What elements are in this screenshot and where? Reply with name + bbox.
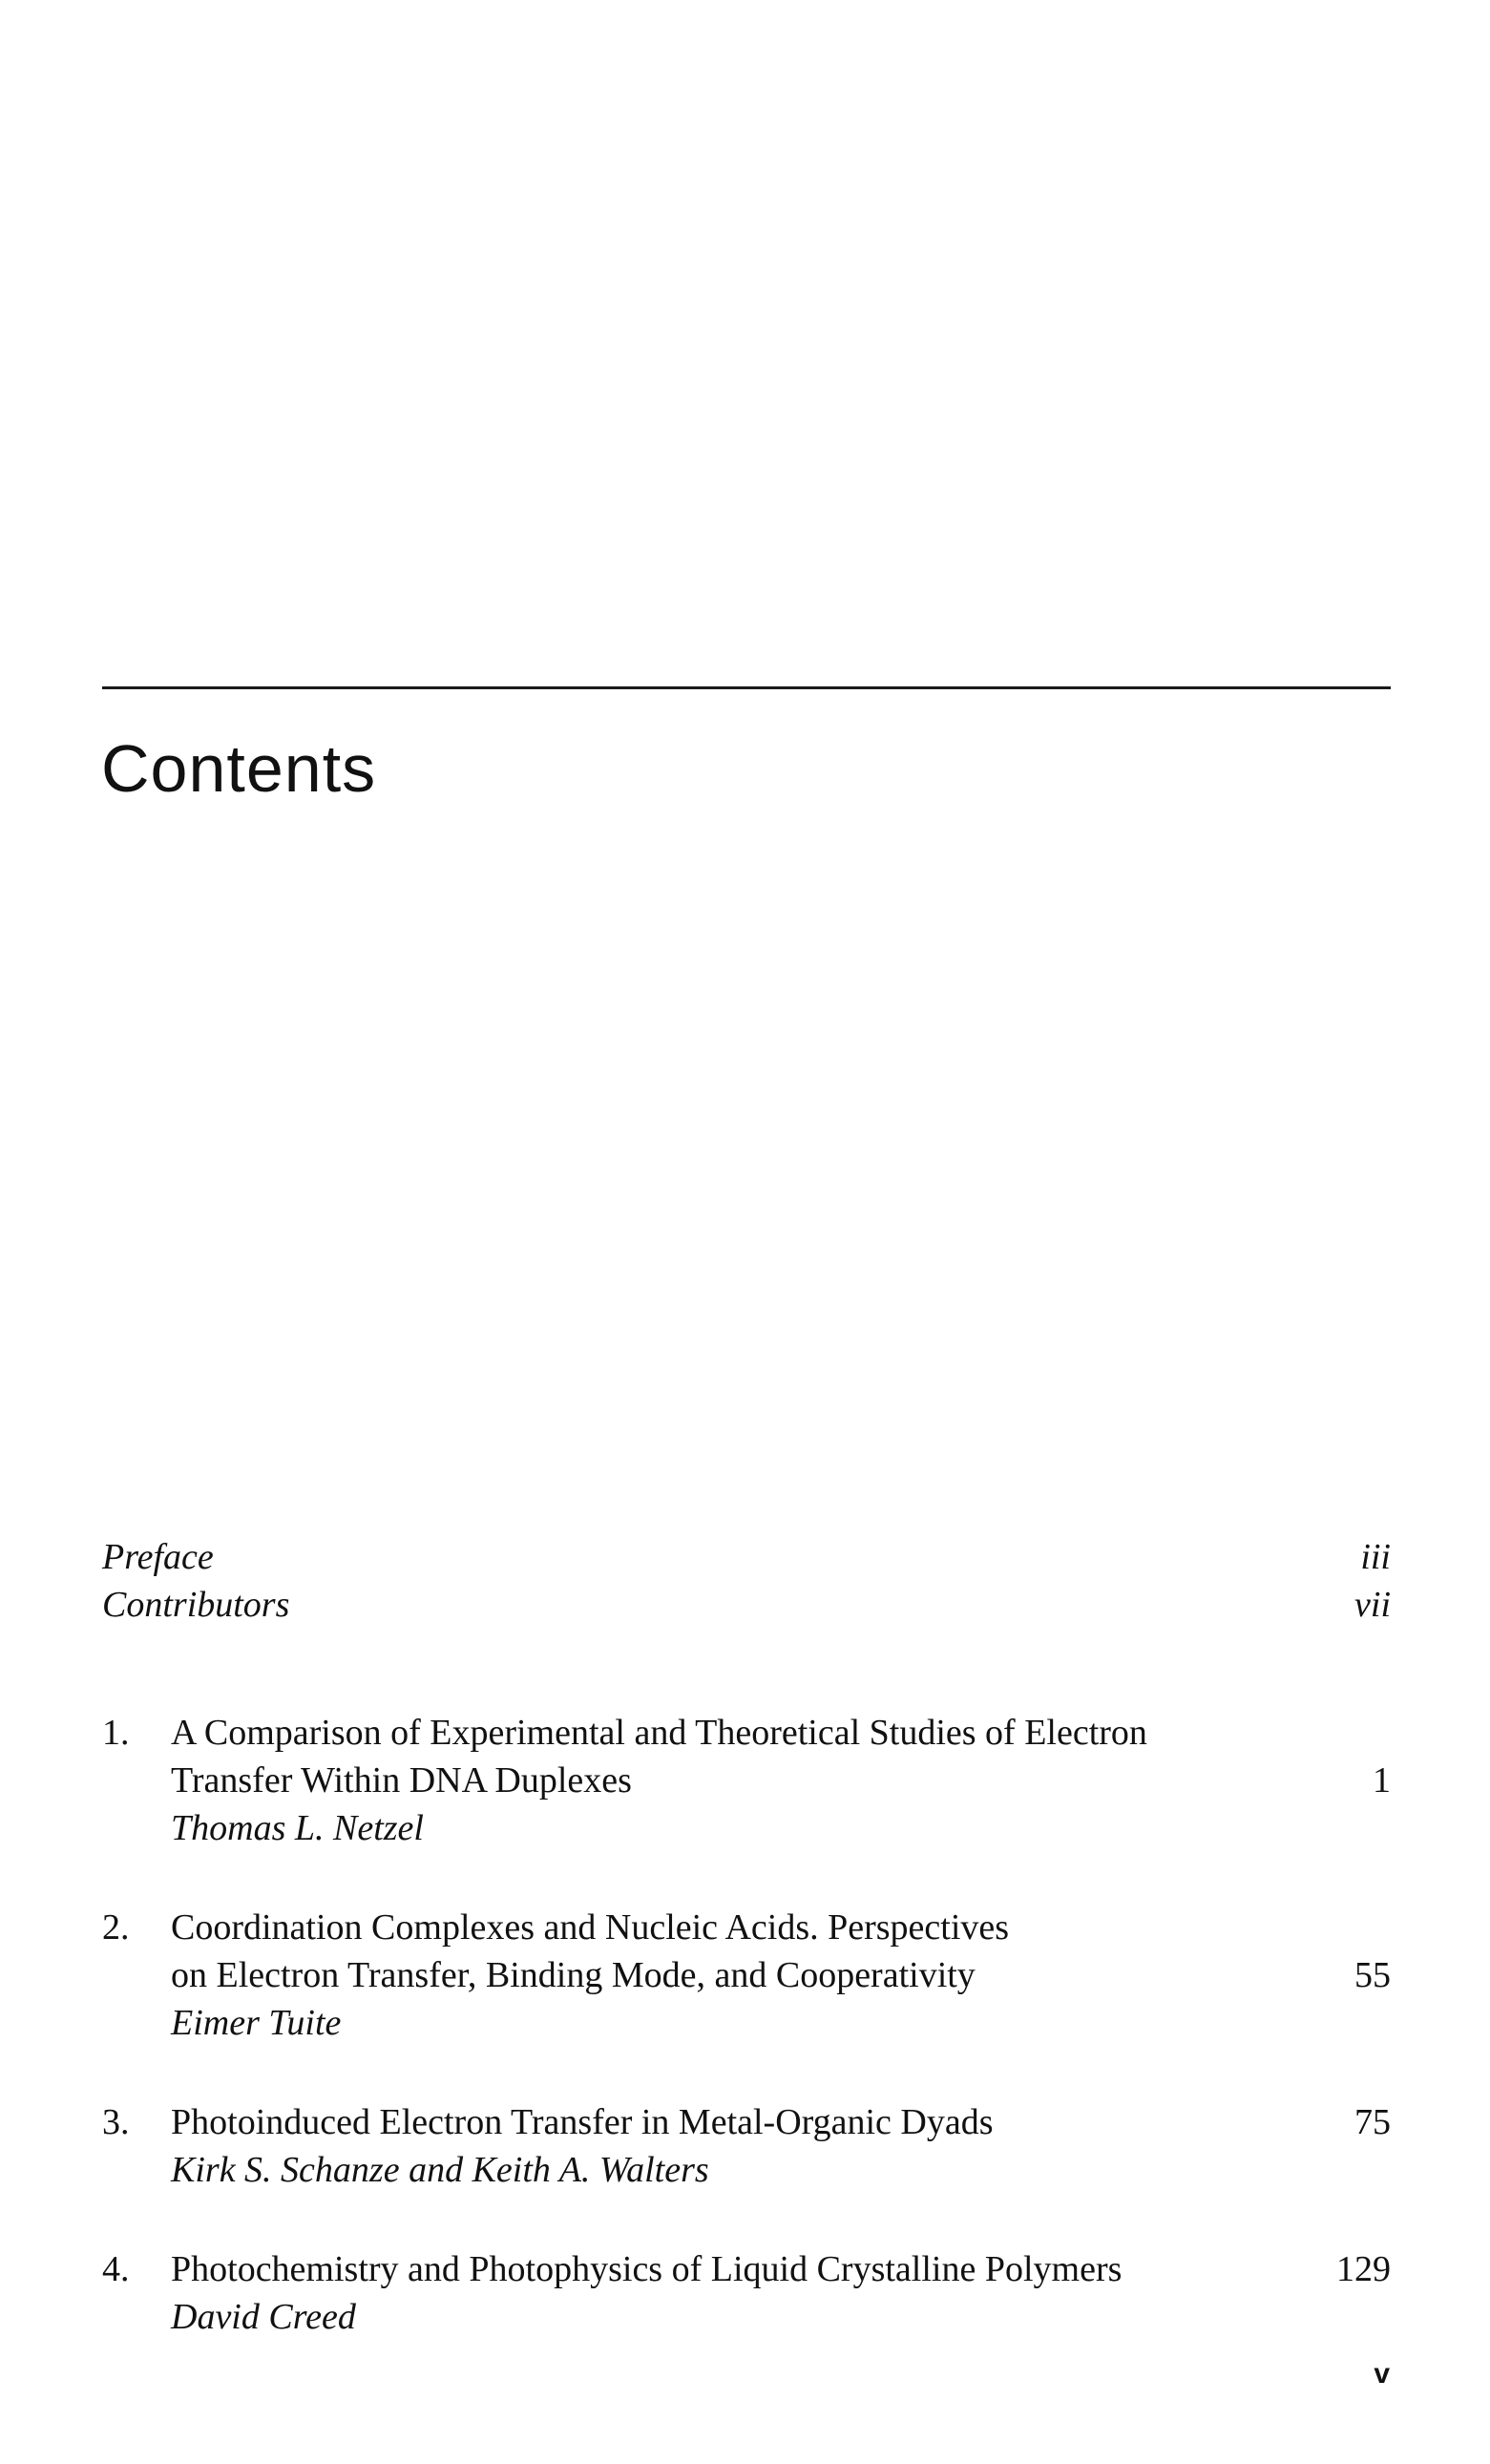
toc-page-number: 1 bbox=[1373, 1760, 1391, 1801]
chapter-author: Eimer Tuite bbox=[171, 2003, 342, 2043]
chapter-title-text: Photochemistry and Photophysics of Liquid Crystalline Polymers bbox=[171, 2249, 1123, 2289]
page-folio: v bbox=[1374, 2358, 1390, 2390]
chapter-number: 4. bbox=[102, 2249, 130, 2289]
toc-page-number: 75 bbox=[1354, 2102, 1391, 2142]
chapter-number: 3. bbox=[102, 2102, 130, 2142]
chapter-author: Kirk S. Schanze and Keith A. Walters bbox=[171, 2150, 709, 2190]
chapter-title-line bbox=[171, 1904, 1391, 1951]
chapter-title-text: Photoinduced Electron Transfer in Metal-Organic Dyads bbox=[171, 2102, 994, 2142]
title-rule bbox=[102, 686, 1391, 689]
chapter-number: 1. bbox=[102, 1713, 130, 1753]
chapter-title-line bbox=[171, 2098, 1391, 2146]
chapter-title-text: on Electron Transfer, Binding Mode, and Cooperativity bbox=[171, 1955, 976, 1995]
chapter-title-line bbox=[171, 1951, 1391, 1999]
chapter-author: David Creed bbox=[171, 2297, 356, 2337]
chapter-title-text: A Comparison of Experimental and Theoretical Studies of Electron bbox=[171, 1713, 1147, 1753]
page-title: Contents bbox=[101, 731, 377, 806]
chapter-number: 2. bbox=[102, 1907, 130, 1948]
toc-page-number: 129 bbox=[1336, 2249, 1391, 2289]
chapter-title-line bbox=[171, 2245, 1391, 2293]
chapter-title-line bbox=[171, 1709, 1391, 1757]
chapter-title-line bbox=[171, 1757, 1391, 1804]
toc-entry-label: Preface bbox=[102, 1537, 214, 1577]
toc-entry-label: Contributors bbox=[102, 1585, 290, 1625]
toc-page-number: 55 bbox=[1354, 1955, 1391, 1995]
toc-page-number: iii bbox=[1360, 1537, 1391, 1577]
chapter-title-text: Coordination Complexes and Nucleic Acids. Perspectives bbox=[171, 1907, 1010, 1948]
chapter-author: Thomas L. Netzel bbox=[171, 1808, 424, 1848]
chapter-title-text: Transfer Within DNA Duplexes bbox=[171, 1760, 632, 1801]
toc-page-number: vii bbox=[1354, 1585, 1391, 1625]
